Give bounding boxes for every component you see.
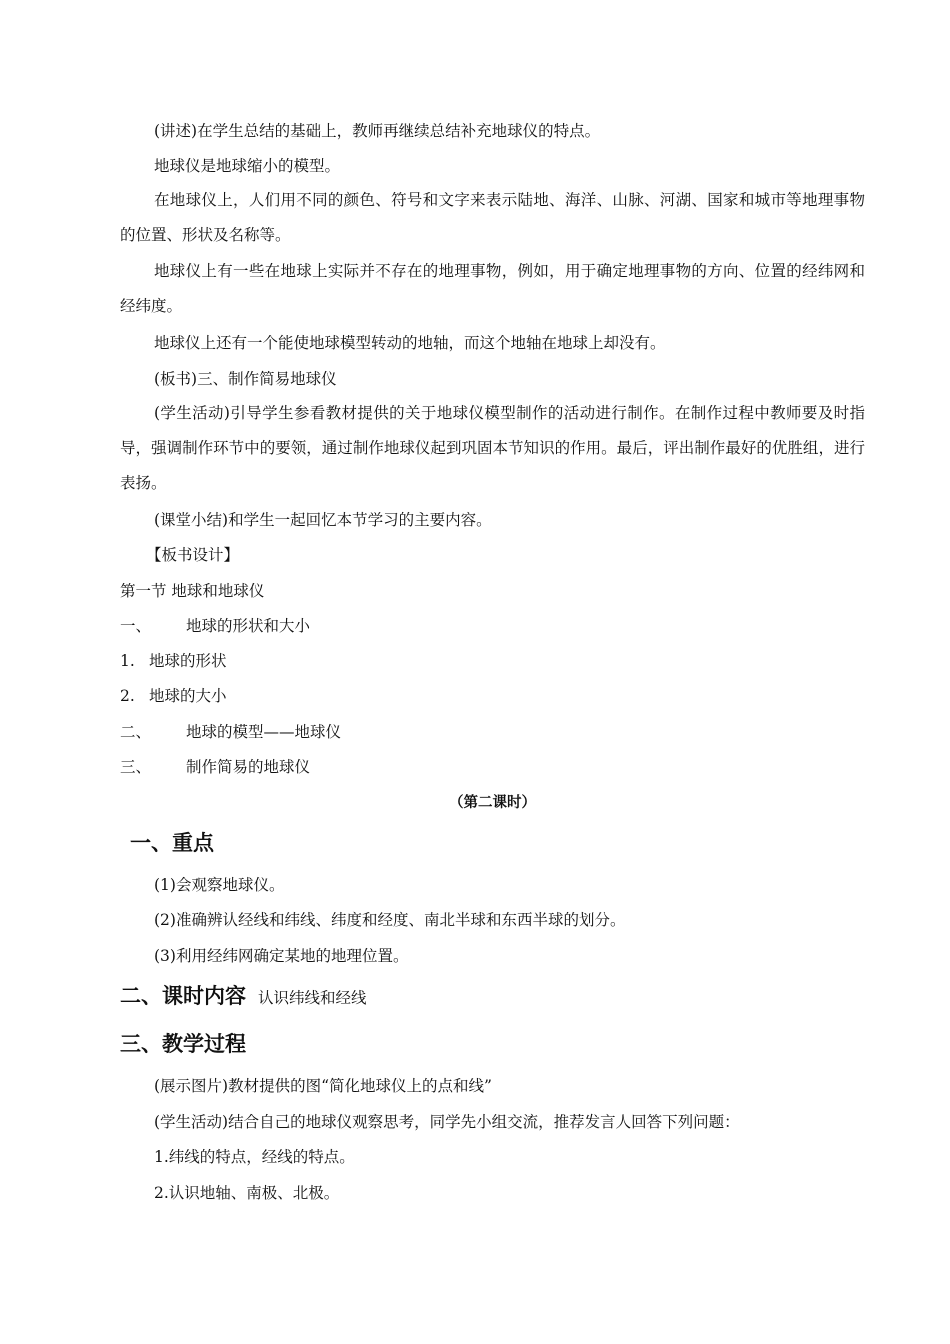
board-item — [120, 651, 227, 671]
heading-teaching-process: 三、教学过程 — [120, 1032, 246, 1056]
process-item: 1.纬线的特点，经线的特点。 — [154, 1148, 355, 1166]
paragraph-summary: (课堂小结)和学生一起回忆本节学习的主要内容。 — [154, 511, 492, 529]
board-item — [120, 616, 310, 636]
board-item-number: 1. — [120, 652, 135, 670]
board-item — [120, 686, 227, 706]
paragraph-axis: 地球仪上还有一个能使地球模型转动的地轴，而这个地轴在地球上却没有。 — [154, 334, 666, 352]
lesson-title: （第二课时） — [449, 795, 536, 811]
board-item — [120, 757, 310, 777]
heading-lesson-content-label: 二、课时内容 — [120, 984, 246, 1008]
lesson-content-text: 认识纬线和经线 — [258, 989, 367, 1007]
board-item-text: 制作简易的地球仪 — [186, 758, 311, 776]
heading-lesson-content — [120, 982, 367, 1012]
key-point-item: (3)利用经纬网确定某地的地理位置。 — [154, 947, 409, 965]
paragraph-student-activity: (学生活动)引导学生参看教材提供的关于地球仪模型制作的活动进行制作。在制作过程中教师要及时指导，强调制作环节中的要领，通过制作地球仪起到巩固本节知识的作用。最后，评出制作最好的优胜组，进行表扬。 — [120, 404, 865, 492]
paragraph-globe-symbols: 在地球仪上，人们用不同的颜色、符号和文字来表示陆地、海洋、山脉、河湖、国家和城市等地理事物的位置、形状及名称等。 — [120, 191, 865, 244]
board-item-text: 地球的大小 — [149, 687, 227, 705]
board-item-text: 地球的模型——地球仪 — [186, 723, 342, 741]
key-point-item: (2)准确辨认经线和纬线、纬度和经度、南北半球和东西半球的划分。 — [154, 911, 626, 929]
paragraph-graticule: 地球仪上有一些在地球上实际并不存在的地理事物，例如，用于确定地理事物的方向、位置的经纬网和经纬度。 — [120, 262, 865, 315]
board-item-text: 地球的形状和大小 — [186, 617, 311, 635]
paragraph-board-note: (板书)三、制作简易地球仪 — [154, 370, 337, 388]
key-point-item: (1)会观察地球仪。 — [154, 876, 285, 894]
process-item: (展示图片)教材提供的图“简化地球仪上的点和线” — [154, 1077, 492, 1095]
heading-key-points: 一、重点 — [130, 831, 214, 855]
paragraph-globe-model: 地球仪是地球缩小的模型。 — [154, 157, 341, 175]
process-item: 2.认识地轴、南极、北极。 — [154, 1184, 340, 1202]
board-design-title: 【板书设计】 — [146, 546, 240, 564]
board-item-number: 二、 — [120, 723, 152, 741]
board-section-title: 第一节 地球和地球仪 — [120, 582, 265, 600]
board-item-number: 三、 — [120, 758, 152, 776]
paragraph-lecture: (讲述)在学生总结的基础上，教师再继续总结补充地球仪的特点。 — [154, 122, 601, 140]
board-item — [120, 722, 341, 742]
process-item: (学生活动)结合自己的地球仪观察思考，同学先小组交流，推荐发言人回答下列问题： — [154, 1113, 740, 1131]
board-item-number: 2. — [120, 687, 135, 705]
board-item-number: 一、 — [120, 617, 152, 635]
board-item-text: 地球的形状 — [149, 652, 227, 670]
